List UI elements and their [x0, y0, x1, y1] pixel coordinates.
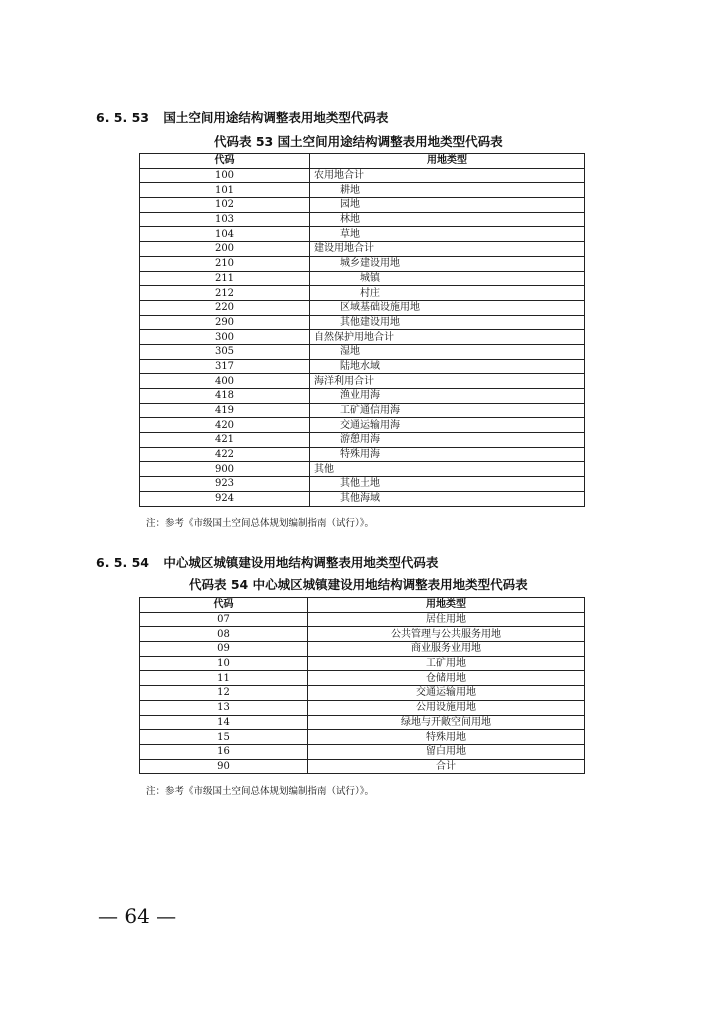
code-cell: 220 [140, 300, 310, 315]
land-type-cell: 建设用地合计 [310, 242, 585, 257]
land-type-cell: 其他土地 [310, 477, 585, 492]
table-53-body [140, 168, 585, 506]
land-type-cell: 交通运输用地 [308, 686, 585, 701]
code-cell: 104 [140, 227, 310, 242]
land-type-cell: 居住用地 [308, 612, 585, 627]
code-cell: 923 [140, 477, 310, 492]
code-cell: 12 [140, 686, 308, 701]
table-53 [139, 153, 585, 507]
code-cell: 103 [140, 212, 310, 227]
code-cell: 290 [140, 315, 310, 330]
table-row [140, 389, 585, 404]
code-cell: 418 [140, 389, 310, 404]
table-row [140, 183, 585, 198]
code-cell: 16 [140, 744, 308, 759]
table-53-caption: 代码表 53 国土空间用途结构调整表用地类型代码表 [214, 134, 503, 149]
table-row [140, 374, 585, 389]
land-type-cell: 村庄 [310, 286, 585, 301]
table-row [140, 730, 585, 745]
table-row [140, 271, 585, 286]
code-cell: 210 [140, 256, 310, 271]
code-cell: 08 [140, 627, 308, 642]
table-row [140, 256, 585, 271]
table-row [140, 656, 585, 671]
table-row [140, 627, 585, 642]
table-53-note: 注：参考《市级国土空间总体规划编制指南（试行）》。 [146, 518, 375, 529]
land-type-cell: 其他海域 [310, 491, 585, 506]
table-row [140, 700, 585, 715]
table-54-header-row [140, 598, 585, 613]
land-type-cell: 商业服务业用地 [308, 642, 585, 657]
table-54-body [140, 612, 585, 774]
table-row [140, 447, 585, 462]
column-header-code: 代码 [140, 154, 310, 169]
code-cell: 14 [140, 715, 308, 730]
table-row [140, 759, 585, 774]
code-cell: 317 [140, 359, 310, 374]
land-type-cell: 城乡建设用地 [310, 256, 585, 271]
land-type-cell: 林地 [310, 212, 585, 227]
table-row [140, 198, 585, 213]
section-54-number: 6. 5. 54 [96, 555, 149, 570]
code-cell: 102 [140, 198, 310, 213]
land-type-cell: 渔业用海 [310, 389, 585, 404]
table-row [140, 612, 585, 627]
table-row [140, 315, 585, 330]
table-row [140, 418, 585, 433]
section-53-number: 6. 5. 53 [96, 110, 149, 125]
code-cell: 09 [140, 642, 308, 657]
code-cell: 900 [140, 462, 310, 477]
land-type-cell: 园地 [310, 198, 585, 213]
land-type-cell: 自然保护用地合计 [310, 330, 585, 345]
code-cell: 400 [140, 374, 310, 389]
table-row [140, 686, 585, 701]
table-row [140, 744, 585, 759]
land-type-cell: 特殊用海 [310, 447, 585, 462]
code-cell: 100 [140, 168, 310, 183]
table-row [140, 715, 585, 730]
land-type-cell: 仓储用地 [308, 671, 585, 686]
section-54-title: 中心城区城镇建设用地结构调整表用地类型代码表 [163, 555, 439, 570]
table-row [140, 491, 585, 506]
table-53-header-row [140, 154, 585, 169]
land-type-cell: 合计 [308, 759, 585, 774]
table-row [140, 359, 585, 374]
land-type-cell: 区域基础设施用地 [310, 300, 585, 315]
table-row [140, 671, 585, 686]
table-row [140, 403, 585, 418]
table-row [140, 286, 585, 301]
land-type-cell: 公用设施用地 [308, 700, 585, 715]
land-type-cell: 耕地 [310, 183, 585, 198]
table-row [140, 300, 585, 315]
code-cell: 10 [140, 656, 308, 671]
land-type-cell: 交通运输用海 [310, 418, 585, 433]
table-54-caption: 代码表 54 中心城区城镇建设用地结构调整表用地类型代码表 [189, 577, 528, 592]
land-type-cell: 公共管理与公共服务用地 [308, 627, 585, 642]
page-number: — 64 — [98, 904, 177, 928]
land-type-cell: 工矿通信用海 [310, 403, 585, 418]
table-row [140, 168, 585, 183]
land-type-cell: 陆地水域 [310, 359, 585, 374]
section-53-heading [96, 108, 388, 126]
table-row [140, 642, 585, 657]
land-type-cell: 游憩用海 [310, 433, 585, 448]
code-cell: 924 [140, 491, 310, 506]
land-type-cell: 海洋利用合计 [310, 374, 585, 389]
code-cell: 419 [140, 403, 310, 418]
land-type-cell: 湿地 [310, 344, 585, 359]
land-type-cell: 绿地与开敞空间用地 [308, 715, 585, 730]
land-type-cell: 农用地合计 [310, 168, 585, 183]
column-header-land-type: 用地类型 [310, 154, 585, 169]
table-54-note: 注：参考《市级国土空间总体规划编制指南（试行）》。 [146, 786, 375, 797]
code-cell: 422 [140, 447, 310, 462]
land-type-cell: 留白用地 [308, 744, 585, 759]
table-row [140, 433, 585, 448]
column-header-code: 代码 [140, 598, 308, 613]
land-type-cell: 工矿用地 [308, 656, 585, 671]
code-cell: 11 [140, 671, 308, 686]
code-cell: 211 [140, 271, 310, 286]
section-54-heading [96, 553, 438, 571]
code-cell: 90 [140, 759, 308, 774]
land-type-cell: 城镇 [310, 271, 585, 286]
table-54 [139, 597, 585, 774]
code-cell: 13 [140, 700, 308, 715]
code-cell: 101 [140, 183, 310, 198]
land-type-cell: 特殊用地 [308, 730, 585, 745]
code-cell: 200 [140, 242, 310, 257]
table-row [140, 462, 585, 477]
code-cell: 212 [140, 286, 310, 301]
land-type-cell: 其他建设用地 [310, 315, 585, 330]
code-cell: 421 [140, 433, 310, 448]
code-cell: 420 [140, 418, 310, 433]
table-row [140, 242, 585, 257]
code-cell: 300 [140, 330, 310, 345]
code-cell: 07 [140, 612, 308, 627]
table-row [140, 212, 585, 227]
table-row [140, 344, 585, 359]
code-cell: 15 [140, 730, 308, 745]
section-53-title: 国土空间用途结构调整表用地类型代码表 [163, 110, 389, 125]
land-type-cell: 草地 [310, 227, 585, 242]
table-row [140, 477, 585, 492]
column-header-land-type: 用地类型 [308, 598, 585, 613]
code-cell: 305 [140, 344, 310, 359]
table-row [140, 330, 585, 345]
table-row [140, 227, 585, 242]
land-type-cell: 其他 [310, 462, 585, 477]
